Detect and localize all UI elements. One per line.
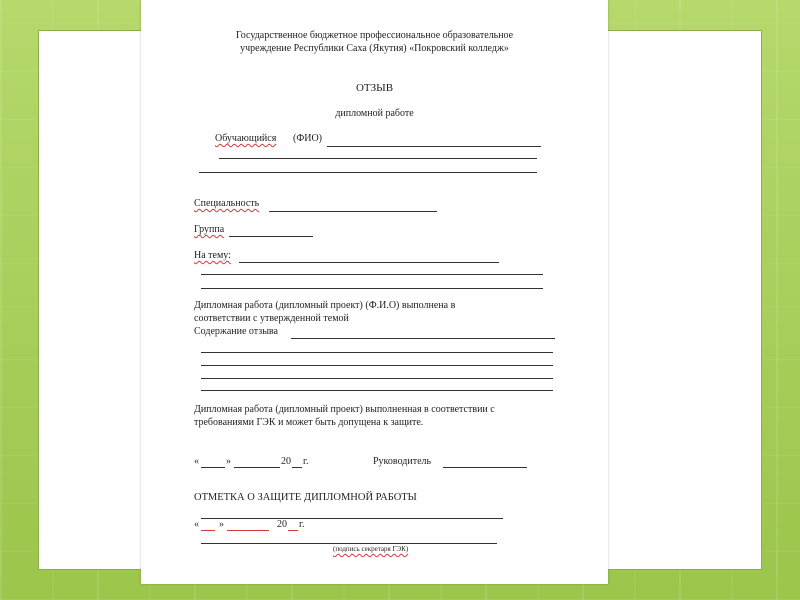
defense-date-year-prefix: 20 (277, 519, 287, 530)
review-line-4 (201, 378, 553, 379)
specialty-line (269, 211, 437, 212)
student-line-2 (219, 158, 537, 159)
conclusion-line-1: Дипломная работа (дипломный проект) выполненная в соответствии с (194, 404, 495, 415)
document-subtitle: дипломной работе (335, 108, 414, 119)
topic-label: На тему: (194, 250, 231, 261)
student-label: Обучающийся (215, 133, 277, 144)
date-close-quote: » (226, 456, 231, 467)
date-open-quote: « (194, 456, 199, 467)
topic-line-3 (201, 288, 543, 289)
student-line-3 (199, 172, 537, 173)
defense-date-year-suffix: г. (299, 519, 305, 530)
student-fio-label: (ФИО) (293, 133, 323, 144)
review-line-3 (201, 365, 553, 366)
defense-date-open-quote: « (194, 519, 199, 530)
student-fio-line (327, 146, 541, 147)
conformity-line-1: Дипломная работа (дипломный проект) (Ф.И.О) выполнена в (194, 300, 456, 311)
date-year-line (292, 467, 302, 468)
group-label: Группа (194, 224, 225, 235)
supervisor-label: Руководитель (373, 456, 432, 467)
review-content-label: Содержание отзыва (194, 326, 278, 337)
date-year-prefix: 20 (281, 456, 291, 467)
group-line (229, 236, 313, 237)
supervisor-signature-line (443, 467, 527, 468)
defense-date-year-line (288, 530, 298, 531)
date-day-line (201, 467, 225, 468)
review-line-5 (201, 390, 553, 391)
defense-mark-line (201, 518, 503, 519)
date-month-line (234, 467, 280, 468)
date-year-suffix: г. (303, 456, 309, 467)
review-line-2 (201, 352, 553, 353)
defense-mark-title: ОТМЕТКА О ЗАЩИТЕ ДИПЛОМНОЙ РАБОТЫ (194, 492, 417, 503)
defense-date-close-quote: » (219, 519, 224, 530)
document-page (141, 0, 608, 584)
specialty-label: Специальность (194, 198, 260, 209)
topic-line-1 (239, 262, 499, 263)
document-title: ОТЗЫВ (355, 82, 394, 94)
institution-line-1: Государственное бюджетное профессиональное образовательное (235, 30, 514, 41)
institution-line-2: учреждение Республики Саха (Якутия) «Покровский колледж» (240, 43, 509, 54)
review-line-1 (291, 338, 555, 339)
topic-line-2 (201, 274, 543, 275)
secretary-signature-line (201, 543, 497, 544)
conformity-line-2: соответствии с утвержденной темой (194, 313, 349, 324)
defense-date-month-line (227, 530, 269, 531)
secretary-caption: (подпись секретаря ГЭК) (333, 545, 409, 553)
defense-date-day-line (201, 530, 215, 531)
conclusion-line-2: требованиями ГЭК и может быть допущена к защите. (194, 417, 424, 428)
